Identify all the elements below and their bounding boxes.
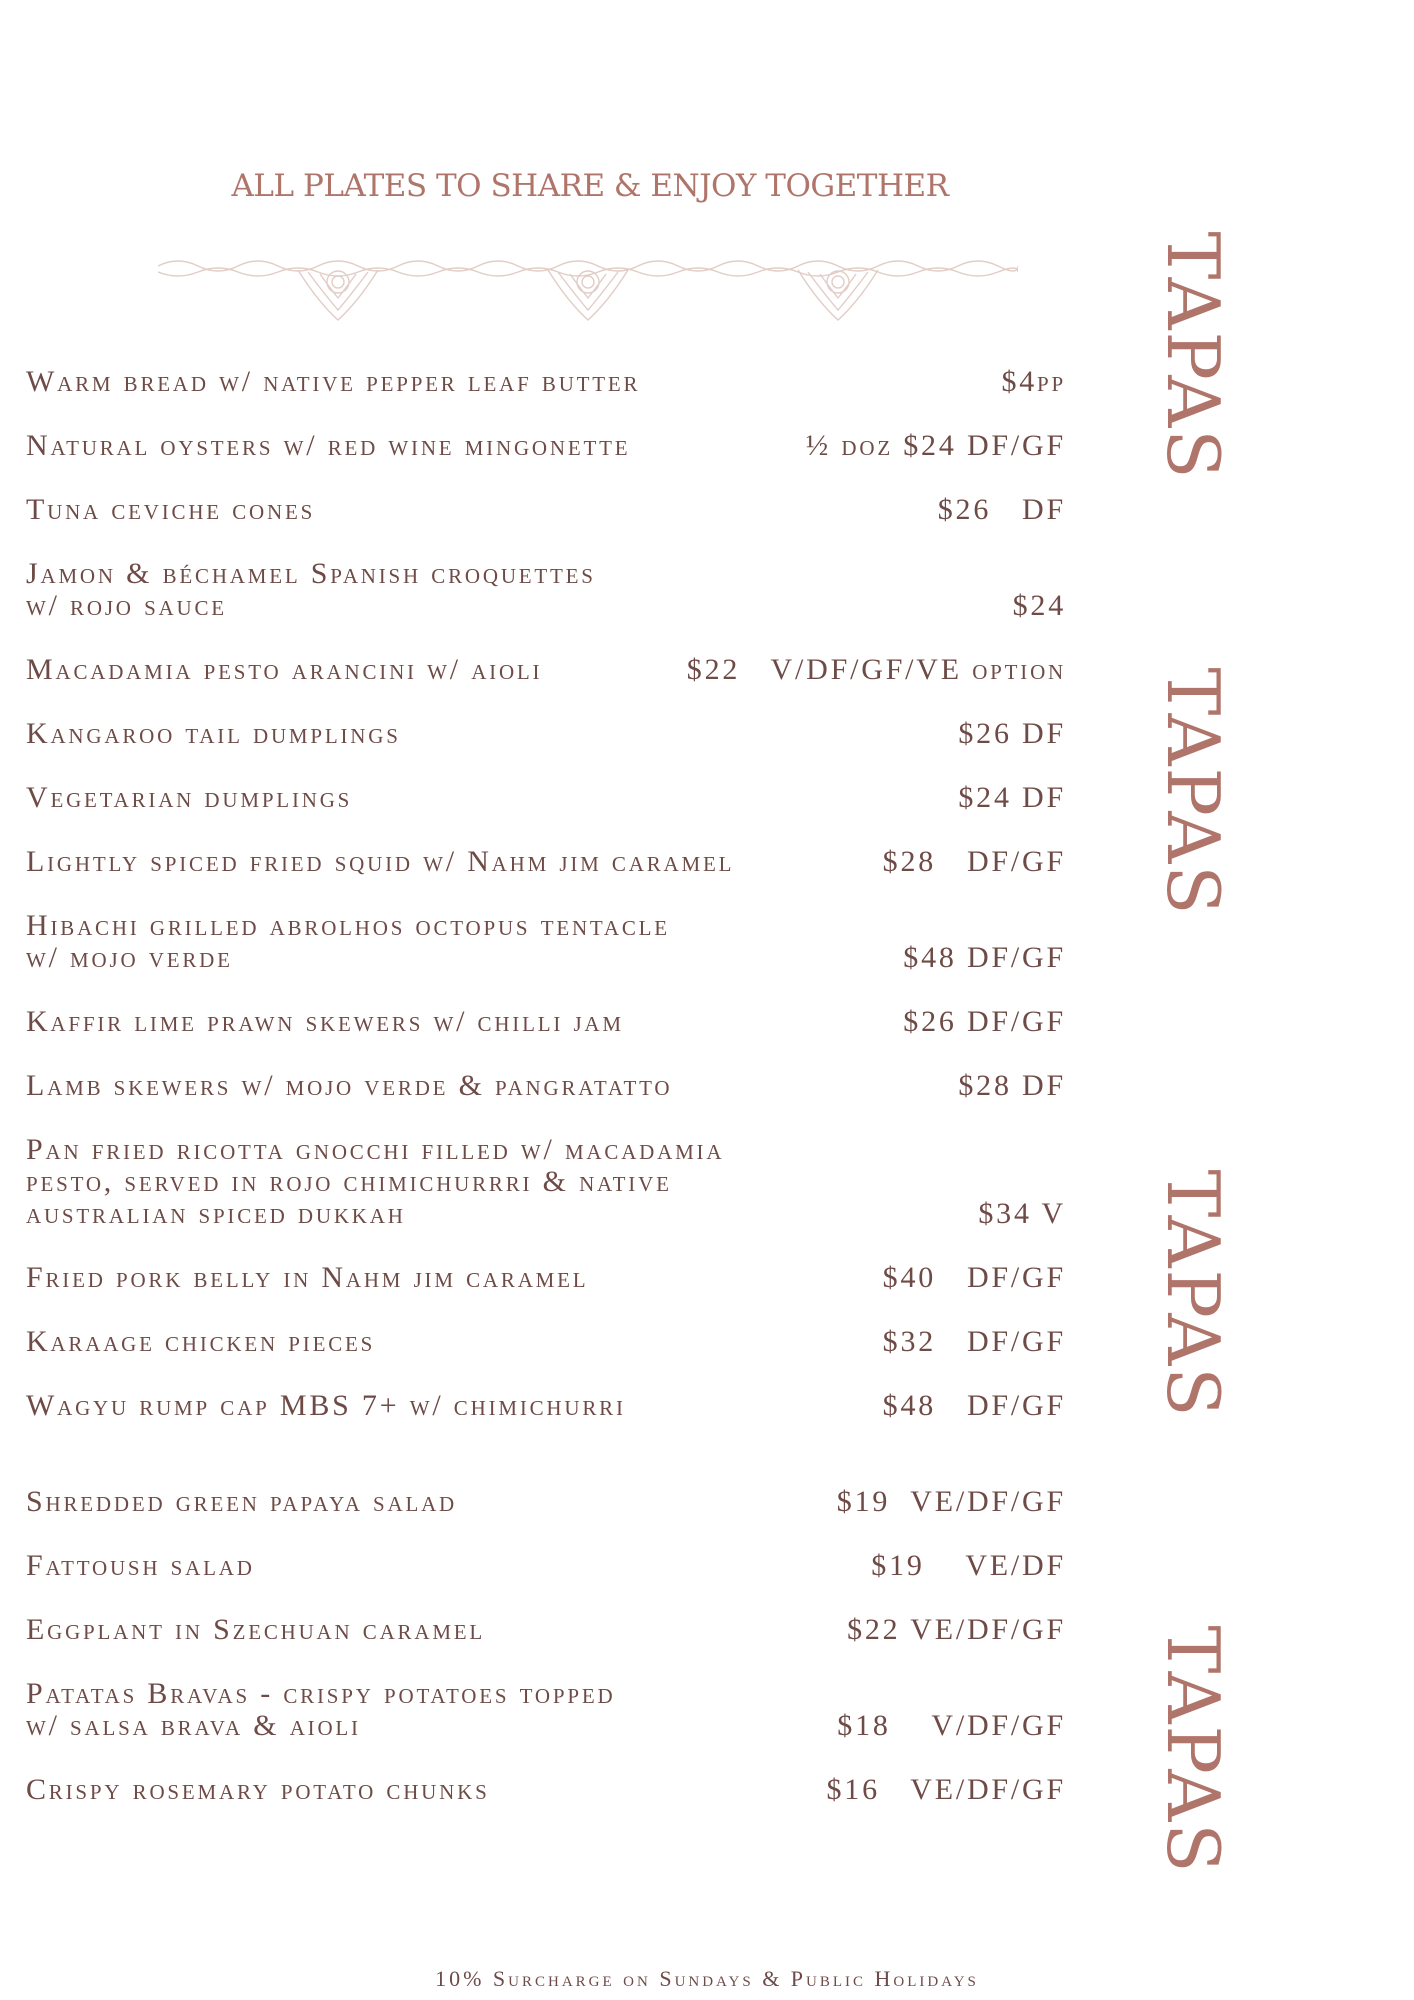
- menu-item-warm-bread: [26, 366, 1066, 398]
- menu-item-name: Macadamia pesto arancini w/ aioli: [26, 653, 543, 686]
- lace-ornament-divider: [158, 252, 1018, 324]
- menu-item-price: $22 VE/DF/GF: [847, 1613, 1066, 1646]
- menu-item-name: Lamb skewers w/ mojo verde & pangratatto: [26, 1069, 673, 1102]
- menu-item-name: Pan fried ricotta gnocchi filled w/ macadamia pesto, served in rojo chimichurrri & native australian spiced dukkah: [26, 1133, 725, 1230]
- menu-item-price: $28 DF: [958, 1069, 1066, 1102]
- menu-item-name: Shredded green papaya salad: [26, 1485, 458, 1518]
- menu-item-price: $24: [1012, 589, 1066, 622]
- menu-item-oysters: [26, 430, 1066, 462]
- surcharge-note: 10% Surcharge on Sundays & Public Holidays: [435, 1966, 979, 1991]
- menu-tagline: ALL PLATES TO SHARE & ENJOY TOGETHER: [231, 168, 949, 204]
- side-title-tapas: TAPAS: [1151, 1169, 1235, 1419]
- menu-item-name: Crispy rosemary potato chunks: [26, 1773, 490, 1806]
- menu-item-price: $4pp: [1001, 365, 1066, 398]
- menu-item-vegetarian-dumplings: [26, 782, 1066, 814]
- menu-item-name: Karaage chicken pieces: [26, 1325, 376, 1358]
- menu-item-price: $22 V/DF/GF/VE option: [686, 653, 1066, 686]
- menu-item-croquettes: [26, 558, 1066, 622]
- menu-item-name: Fried pork belly in Nahm jim caramel: [26, 1261, 589, 1294]
- menu-item-octopus: [26, 910, 1066, 974]
- menu-item-price: $48 DF/GF: [903, 941, 1066, 974]
- menu-item-price: $34 V: [978, 1197, 1066, 1230]
- menu-item-price: $26 DF/GF: [903, 1005, 1066, 1038]
- menu-item-eggplant: [26, 1614, 1066, 1646]
- menu-item-name: Patatas Bravas - crispy potatoes topped w/ salsa brava & aioli: [26, 1677, 616, 1742]
- menu-item-kangaroo-dumplings: [26, 718, 1066, 750]
- menu-item-price: $19 VE/DF: [871, 1549, 1066, 1582]
- side-title-tapas: TAPAS: [1151, 231, 1235, 481]
- menu-item-name: Eggplant in Szechuan caramel: [26, 1613, 486, 1646]
- menu-item-fried-squid: [26, 846, 1066, 878]
- side-title-tapas: TAPAS: [1151, 1625, 1235, 1875]
- menu-item-pork-belly: [26, 1262, 1066, 1294]
- menu-item-price: $32 DF/GF: [882, 1325, 1066, 1358]
- menu-item-gnocchi: [26, 1134, 1066, 1230]
- menu-item-fattoush-salad: [26, 1550, 1066, 1582]
- menu-item-prawn-skewers: [26, 1006, 1066, 1038]
- menu-item-price: $48 DF/GF: [882, 1389, 1066, 1422]
- menu-item-price: ½ doz $24 DF/GF: [805, 429, 1066, 462]
- menu-item-karaage-chicken: [26, 1326, 1066, 1358]
- menu-item-tuna-ceviche: [26, 494, 1066, 526]
- menu-item-price: $18 V/DF/GF: [837, 1709, 1066, 1742]
- menu-item-price: $16 VE/DF/GF: [826, 1773, 1066, 1806]
- side-title-tapas: TAPAS: [1151, 667, 1235, 917]
- menu-item-price: $28 DF/GF: [882, 845, 1066, 878]
- menu-item-name: Jamon & béchamel Spanish croquettes w/ rojo sauce: [26, 557, 596, 622]
- menu-item-name: Warm bread w/ native pepper leaf butter: [26, 365, 641, 398]
- menu-item-name: Fattoush salad: [26, 1549, 255, 1582]
- menu-item-price: $40 DF/GF: [882, 1261, 1066, 1294]
- menu-item-price: $26 DF: [958, 717, 1066, 750]
- menu-item-price: $19 VE/DF/GF: [836, 1485, 1066, 1518]
- menu-item-arancini: [26, 654, 1066, 686]
- menu-item-potato-chunks: [26, 1774, 1066, 1806]
- menu-item-papaya-salad: [26, 1486, 1066, 1518]
- menu-item-patatas-bravas: [26, 1678, 1066, 1742]
- menu-item-name: Natural oysters w/ red wine mingonette: [26, 429, 631, 462]
- menu-item-wagyu: [26, 1390, 1066, 1422]
- menu-item-name: Wagyu rump cap MBS 7+ w/ chimichurri: [26, 1389, 626, 1422]
- menu-item-name: Hibachi grilled abrolhos octopus tentacle w/ mojo verde: [26, 909, 670, 974]
- menu-item-name: Lightly spiced fried squid w/ Nahm jim caramel: [26, 845, 735, 878]
- menu-item-name: Kangaroo tail dumplings: [26, 717, 401, 750]
- menu-item-price: $26 DF: [937, 493, 1066, 526]
- menu-item-lamb-skewers: [26, 1070, 1066, 1102]
- menu-item-name: Vegetarian dumplings: [26, 781, 353, 814]
- menu-item-name: Tuna ceviche cones: [26, 493, 316, 526]
- menu-item-name: Kaffir lime prawn skewers w/ chilli jam: [26, 1005, 624, 1038]
- menu-item-price: $24 DF: [958, 781, 1066, 814]
